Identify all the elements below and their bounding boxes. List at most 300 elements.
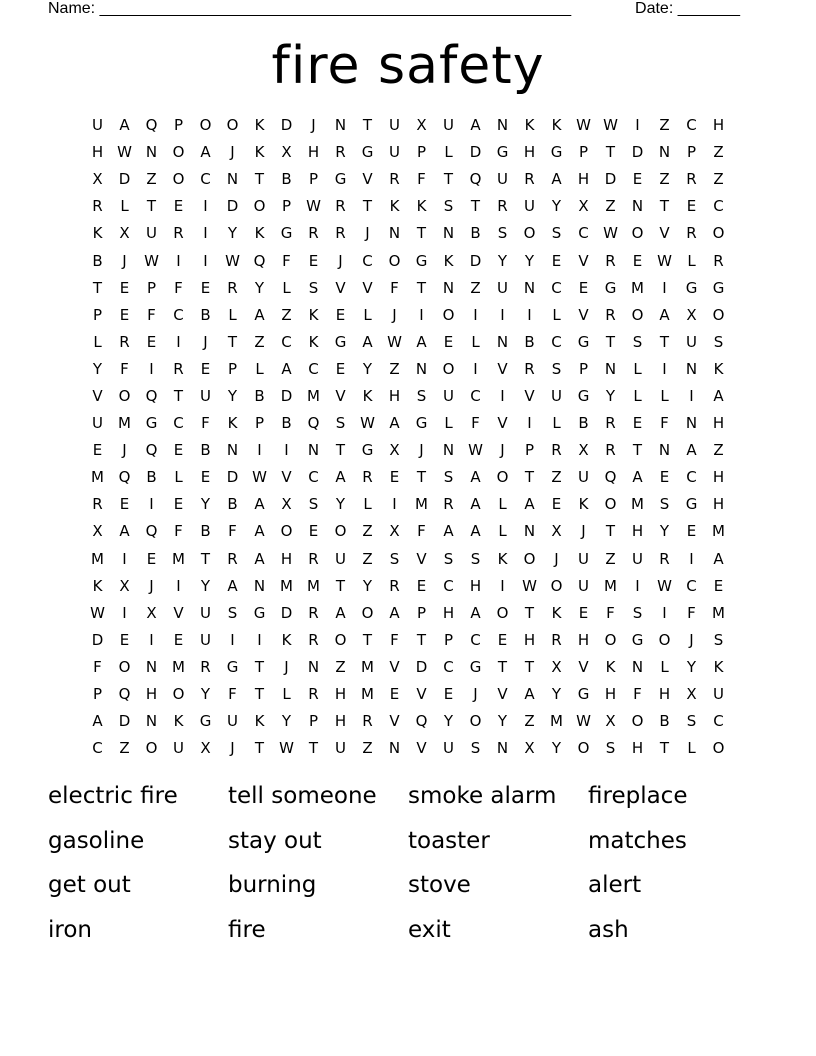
grid-letter[interactable]: E bbox=[200, 359, 211, 378]
grid-letter[interactable]: J bbox=[122, 251, 127, 270]
grid-letter[interactable]: B bbox=[281, 414, 292, 433]
grid-letter[interactable]: E bbox=[308, 251, 319, 270]
grid-letter[interactable]: B bbox=[281, 170, 292, 189]
grid-letter[interactable]: S bbox=[389, 549, 400, 568]
grid-letter[interactable]: O bbox=[226, 116, 239, 135]
grid-letter[interactable]: R bbox=[605, 305, 616, 324]
grid-letter[interactable]: L bbox=[660, 657, 669, 676]
grid-letter[interactable]: T bbox=[227, 332, 238, 351]
grid-letter[interactable]: Q bbox=[469, 170, 482, 189]
grid-letter[interactable]: G bbox=[577, 685, 590, 704]
grid-letter[interactable]: W bbox=[468, 441, 483, 460]
grid-letter[interactable]: A bbox=[254, 305, 265, 324]
grid-letter[interactable]: I bbox=[176, 332, 181, 351]
grid-letter[interactable]: A bbox=[443, 522, 454, 541]
grid-letter[interactable]: N bbox=[307, 657, 320, 676]
grid-letter[interactable]: A bbox=[200, 143, 211, 162]
grid-letter[interactable]: M bbox=[712, 603, 725, 622]
grid-letter[interactable]: V bbox=[524, 386, 535, 405]
grid-letter[interactable]: K bbox=[578, 495, 589, 514]
grid-letter[interactable]: Q bbox=[118, 685, 131, 704]
grid-letter[interactable]: Q bbox=[145, 441, 158, 460]
grid-letter[interactable]: L bbox=[687, 739, 696, 758]
grid-letter[interactable]: G bbox=[199, 712, 212, 731]
grid-letter[interactable]: J bbox=[581, 522, 586, 541]
grid-letter[interactable]: W bbox=[387, 332, 402, 351]
grid-letter[interactable]: R bbox=[443, 495, 454, 514]
grid-letter[interactable]: O bbox=[712, 739, 725, 758]
grid-letter[interactable]: H bbox=[469, 576, 482, 595]
grid-letter[interactable]: T bbox=[605, 143, 616, 162]
grid-letter[interactable]: E bbox=[632, 251, 643, 270]
grid-letter[interactable]: M bbox=[307, 576, 320, 595]
grid-letter[interactable]: I bbox=[635, 116, 640, 135]
grid-letter[interactable]: O bbox=[253, 197, 266, 216]
grid-letter[interactable]: T bbox=[605, 522, 616, 541]
grid-letter[interactable]: M bbox=[631, 278, 644, 297]
grid-letter[interactable]: M bbox=[361, 657, 374, 676]
grid-letter[interactable]: U bbox=[578, 576, 589, 595]
grid-letter[interactable]: D bbox=[469, 251, 482, 270]
grid-letter[interactable]: R bbox=[524, 359, 535, 378]
grid-letter[interactable]: O bbox=[523, 549, 536, 568]
grid-letter[interactable]: M bbox=[118, 414, 131, 433]
grid-letter[interactable]: E bbox=[632, 414, 643, 433]
grid-letter[interactable]: V bbox=[659, 224, 670, 243]
grid-letter[interactable]: I bbox=[500, 305, 505, 324]
grid-letter[interactable]: W bbox=[603, 116, 618, 135]
grid-letter[interactable]: Y bbox=[551, 739, 562, 758]
grid-letter[interactable]: E bbox=[713, 576, 724, 595]
grid-letter[interactable]: F bbox=[147, 305, 156, 324]
grid-letter[interactable]: O bbox=[442, 305, 455, 324]
grid-letter[interactable]: K bbox=[254, 116, 265, 135]
grid-letter[interactable]: S bbox=[470, 549, 481, 568]
grid-letter[interactable]: E bbox=[92, 441, 103, 460]
grid-letter[interactable]: V bbox=[362, 170, 373, 189]
grid-letter[interactable]: E bbox=[146, 332, 157, 351]
grid-letter[interactable]: T bbox=[254, 685, 265, 704]
grid-letter[interactable]: A bbox=[92, 712, 103, 731]
grid-letter[interactable]: D bbox=[118, 170, 131, 189]
grid-letter[interactable]: R bbox=[389, 576, 400, 595]
grid-letter[interactable]: N bbox=[685, 359, 698, 378]
grid-letter[interactable]: H bbox=[334, 712, 347, 731]
grid-letter[interactable]: O bbox=[469, 712, 482, 731]
grid-letter[interactable]: P bbox=[281, 197, 292, 216]
grid-letter[interactable]: R bbox=[524, 170, 535, 189]
grid-letter[interactable]: Y bbox=[200, 576, 211, 595]
grid-letter[interactable]: O bbox=[172, 143, 185, 162]
grid-letter[interactable]: P bbox=[308, 712, 319, 731]
grid-letter[interactable]: F bbox=[633, 685, 642, 704]
grid-letter[interactable]: R bbox=[362, 468, 373, 487]
grid-letter[interactable]: V bbox=[578, 657, 589, 676]
grid-letter[interactable]: S bbox=[497, 224, 508, 243]
grid-letter[interactable]: F bbox=[174, 278, 183, 297]
grid-letter[interactable]: D bbox=[415, 657, 428, 676]
grid-letter[interactable]: I bbox=[257, 630, 262, 649]
grid-letter[interactable]: G bbox=[253, 603, 266, 622]
grid-letter[interactable]: S bbox=[632, 603, 643, 622]
grid-letter[interactable]: A bbox=[470, 495, 481, 514]
grid-letter[interactable]: X bbox=[119, 224, 130, 243]
grid-letter[interactable]: R bbox=[605, 251, 616, 270]
grid-letter[interactable]: I bbox=[176, 251, 181, 270]
grid-letter[interactable]: U bbox=[443, 739, 454, 758]
grid-letter[interactable]: J bbox=[338, 251, 343, 270]
grid-letter[interactable]: F bbox=[390, 630, 399, 649]
grid-letter[interactable]: P bbox=[308, 170, 319, 189]
grid-letter[interactable]: O bbox=[496, 468, 509, 487]
grid-letter[interactable]: D bbox=[280, 116, 293, 135]
grid-letter[interactable]: P bbox=[92, 685, 103, 704]
grid-letter[interactable]: G bbox=[712, 278, 725, 297]
grid-letter[interactable]: U bbox=[200, 630, 211, 649]
grid-letter[interactable]: K bbox=[524, 116, 535, 135]
grid-letter[interactable]: T bbox=[524, 657, 535, 676]
grid-letter[interactable]: U bbox=[335, 549, 346, 568]
grid-letter[interactable]: K bbox=[254, 712, 265, 731]
grid-letter[interactable]: W bbox=[603, 224, 618, 243]
grid-letter[interactable]: O bbox=[712, 224, 725, 243]
grid-letter[interactable]: U bbox=[551, 386, 562, 405]
grid-letter[interactable]: M bbox=[415, 495, 428, 514]
grid-letter[interactable]: G bbox=[361, 143, 374, 162]
grid-letter[interactable]: I bbox=[203, 197, 208, 216]
grid-letter[interactable]: Z bbox=[551, 468, 562, 487]
grid-letter[interactable]: M bbox=[172, 657, 185, 676]
grid-letter[interactable]: E bbox=[443, 685, 454, 704]
grid-letter[interactable]: Z bbox=[659, 170, 670, 189]
grid-letter[interactable]: E bbox=[146, 549, 157, 568]
grid-letter[interactable]: J bbox=[230, 143, 235, 162]
grid-letter[interactable]: T bbox=[443, 170, 454, 189]
grid-letter[interactable]: A bbox=[281, 359, 292, 378]
grid-letter[interactable]: G bbox=[631, 630, 644, 649]
grid-letter[interactable]: U bbox=[200, 386, 211, 405]
grid-letter[interactable]: N bbox=[307, 441, 320, 460]
grid-letter[interactable]: U bbox=[92, 116, 103, 135]
grid-letter[interactable]: P bbox=[524, 441, 535, 460]
grid-letter[interactable]: O bbox=[496, 603, 509, 622]
grid-letter[interactable]: Q bbox=[145, 522, 158, 541]
grid-letter[interactable]: H bbox=[388, 386, 401, 405]
grid-letter[interactable]: R bbox=[200, 657, 211, 676]
grid-letter[interactable]: G bbox=[334, 170, 347, 189]
grid-letter[interactable]: C bbox=[686, 116, 697, 135]
grid-letter[interactable]: C bbox=[200, 170, 211, 189]
grid-letter[interactable]: O bbox=[604, 630, 617, 649]
grid-letter[interactable]: Z bbox=[659, 116, 670, 135]
grid-letter[interactable]: J bbox=[122, 441, 127, 460]
grid-letter[interactable]: Z bbox=[524, 712, 535, 731]
grid-letter[interactable]: I bbox=[662, 603, 667, 622]
grid-letter[interactable]: C bbox=[470, 386, 481, 405]
grid-letter[interactable]: K bbox=[551, 116, 562, 135]
grid-letter[interactable]: I bbox=[662, 278, 667, 297]
grid-letter[interactable]: T bbox=[632, 441, 643, 460]
grid-letter[interactable]: T bbox=[254, 657, 265, 676]
grid-letter[interactable]: V bbox=[416, 549, 427, 568]
grid-letter[interactable]: N bbox=[631, 657, 644, 676]
grid-letter[interactable]: T bbox=[416, 630, 427, 649]
grid-letter[interactable]: A bbox=[335, 468, 346, 487]
grid-letter[interactable]: S bbox=[686, 712, 697, 731]
grid-letter[interactable]: J bbox=[284, 657, 289, 676]
grid-letter[interactable]: F bbox=[417, 522, 426, 541]
grid-letter[interactable]: A bbox=[470, 603, 481, 622]
grid-letter[interactable]: K bbox=[497, 549, 508, 568]
grid-letter[interactable]: L bbox=[633, 359, 642, 378]
grid-letter[interactable]: C bbox=[173, 305, 184, 324]
grid-letter[interactable]: R bbox=[92, 495, 103, 514]
grid-letter[interactable]: O bbox=[577, 739, 590, 758]
grid-letter[interactable]: T bbox=[524, 603, 535, 622]
grid-letter[interactable]: I bbox=[392, 495, 397, 514]
grid-letter[interactable]: O bbox=[118, 386, 131, 405]
grid-letter[interactable]: A bbox=[119, 116, 130, 135]
grid-letter[interactable]: W bbox=[657, 576, 672, 595]
grid-letter[interactable]: N bbox=[253, 576, 266, 595]
grid-letter[interactable]: L bbox=[552, 414, 561, 433]
grid-letter[interactable]: Y bbox=[659, 522, 670, 541]
grid-letter[interactable]: H bbox=[523, 630, 536, 649]
grid-letter[interactable]: X bbox=[389, 441, 400, 460]
grid-letter[interactable]: F bbox=[687, 603, 696, 622]
grid-letter[interactable]: S bbox=[551, 224, 562, 243]
grid-letter[interactable]: A bbox=[227, 576, 238, 595]
grid-letter[interactable]: M bbox=[604, 576, 617, 595]
grid-letter[interactable]: A bbox=[119, 522, 130, 541]
grid-letter[interactable]: T bbox=[335, 441, 346, 460]
grid-letter[interactable]: E bbox=[443, 332, 454, 351]
grid-letter[interactable]: X bbox=[92, 522, 103, 541]
grid-letter[interactable]: J bbox=[473, 685, 478, 704]
grid-letter[interactable]: R bbox=[308, 685, 319, 704]
grid-letter[interactable]: A bbox=[254, 549, 265, 568]
grid-letter[interactable]: Q bbox=[604, 468, 617, 487]
grid-letter[interactable]: E bbox=[659, 468, 670, 487]
grid-letter[interactable]: F bbox=[174, 522, 183, 541]
grid-letter[interactable]: U bbox=[92, 414, 103, 433]
grid-letter[interactable]: B bbox=[200, 441, 211, 460]
grid-letter[interactable]: L bbox=[444, 143, 453, 162]
grid-letter[interactable]: T bbox=[254, 739, 265, 758]
grid-letter[interactable]: B bbox=[254, 386, 265, 405]
grid-letter[interactable]: K bbox=[362, 386, 373, 405]
grid-letter[interactable]: T bbox=[497, 657, 508, 676]
grid-letter[interactable]: X bbox=[686, 685, 697, 704]
grid-letter[interactable]: D bbox=[226, 468, 239, 487]
grid-letter[interactable]: Y bbox=[443, 712, 454, 731]
grid-letter[interactable]: R bbox=[551, 441, 562, 460]
grid-letter[interactable]: H bbox=[658, 685, 671, 704]
grid-letter[interactable]: V bbox=[416, 739, 427, 758]
grid-letter[interactable]: U bbox=[389, 116, 400, 135]
grid-letter[interactable]: E bbox=[119, 278, 130, 297]
grid-letter[interactable]: I bbox=[689, 549, 694, 568]
grid-letter[interactable]: N bbox=[523, 278, 536, 297]
grid-letter[interactable]: D bbox=[118, 712, 131, 731]
grid-letter[interactable]: P bbox=[578, 143, 589, 162]
grid-letter[interactable]: B bbox=[92, 251, 103, 270]
grid-letter[interactable]: J bbox=[419, 441, 424, 460]
grid-letter[interactable]: H bbox=[712, 495, 725, 514]
grid-letter[interactable]: V bbox=[281, 468, 292, 487]
grid-letter[interactable]: H bbox=[631, 739, 644, 758]
grid-letter[interactable]: J bbox=[554, 549, 559, 568]
grid-letter[interactable]: Z bbox=[146, 170, 157, 189]
grid-letter[interactable]: A bbox=[713, 386, 724, 405]
grid-letter[interactable]: P bbox=[173, 116, 184, 135]
grid-letter[interactable]: E bbox=[119, 305, 130, 324]
grid-letter[interactable]: D bbox=[91, 630, 104, 649]
grid-letter[interactable]: E bbox=[551, 251, 562, 270]
grid-letter[interactable]: S bbox=[443, 468, 454, 487]
grid-letter[interactable]: C bbox=[713, 197, 724, 216]
grid-letter[interactable]: P bbox=[686, 143, 697, 162]
grid-letter[interactable]: P bbox=[416, 143, 427, 162]
grid-letter[interactable]: A bbox=[470, 468, 481, 487]
grid-letter[interactable]: Q bbox=[145, 386, 158, 405]
grid-letter[interactable]: V bbox=[389, 712, 400, 731]
grid-letter[interactable]: A bbox=[659, 305, 670, 324]
grid-letter[interactable]: M bbox=[631, 495, 644, 514]
grid-letter[interactable]: Y bbox=[551, 197, 562, 216]
grid-letter[interactable]: Z bbox=[470, 278, 481, 297]
grid-letter[interactable]: R bbox=[335, 143, 346, 162]
grid-letter[interactable]: Z bbox=[362, 549, 373, 568]
grid-letter[interactable]: Y bbox=[362, 576, 373, 595]
grid-letter[interactable]: R bbox=[389, 170, 400, 189]
grid-letter[interactable]: R bbox=[362, 712, 373, 731]
grid-letter[interactable]: N bbox=[145, 143, 158, 162]
grid-letter[interactable]: A bbox=[389, 603, 400, 622]
grid-letter[interactable]: A bbox=[551, 170, 562, 189]
grid-letter[interactable]: T bbox=[470, 197, 481, 216]
grid-letter[interactable]: R bbox=[551, 630, 562, 649]
grid-letter[interactable]: Y bbox=[686, 657, 697, 676]
grid-letter[interactable]: Z bbox=[389, 359, 400, 378]
grid-letter[interactable]: G bbox=[145, 414, 158, 433]
grid-letter[interactable]: I bbox=[500, 576, 505, 595]
grid-letter[interactable]: J bbox=[149, 576, 154, 595]
grid-letter[interactable]: B bbox=[470, 224, 481, 243]
grid-letter[interactable]: C bbox=[551, 332, 562, 351]
grid-letter[interactable]: P bbox=[227, 359, 238, 378]
grid-letter[interactable]: K bbox=[308, 332, 319, 351]
grid-letter[interactable]: Y bbox=[200, 495, 211, 514]
grid-letter[interactable]: C bbox=[578, 224, 589, 243]
grid-letter[interactable]: R bbox=[173, 359, 184, 378]
grid-letter[interactable]: R bbox=[308, 630, 319, 649]
grid-letter[interactable]: L bbox=[282, 278, 291, 297]
grid-letter[interactable]: K bbox=[254, 224, 265, 243]
grid-letter[interactable]: S bbox=[470, 739, 481, 758]
grid-letter[interactable]: R bbox=[308, 224, 319, 243]
grid-letter[interactable]: L bbox=[93, 332, 102, 351]
grid-letter[interactable]: B bbox=[578, 414, 589, 433]
grid-letter[interactable]: G bbox=[334, 332, 347, 351]
grid-letter[interactable]: R bbox=[119, 332, 130, 351]
grid-letter[interactable]: V bbox=[173, 603, 184, 622]
grid-letter[interactable]: W bbox=[225, 251, 240, 270]
grid-letter[interactable]: O bbox=[172, 170, 185, 189]
grid-letter[interactable]: W bbox=[657, 251, 672, 270]
grid-letter[interactable]: L bbox=[633, 386, 642, 405]
grid-letter[interactable]: H bbox=[334, 685, 347, 704]
grid-letter[interactable]: N bbox=[496, 739, 509, 758]
grid-letter[interactable]: C bbox=[686, 576, 697, 595]
grid-letter[interactable]: W bbox=[306, 197, 321, 216]
grid-letter[interactable]: O bbox=[523, 224, 536, 243]
grid-letter[interactable]: J bbox=[689, 630, 694, 649]
grid-letter[interactable]: L bbox=[363, 495, 372, 514]
grid-letter[interactable]: U bbox=[173, 739, 184, 758]
grid-letter[interactable]: V bbox=[416, 685, 427, 704]
grid-letter[interactable]: W bbox=[117, 143, 132, 162]
grid-letter[interactable]: O bbox=[550, 576, 563, 595]
grid-letter[interactable]: S bbox=[632, 332, 643, 351]
grid-letter[interactable]: Y bbox=[227, 386, 238, 405]
grid-letter[interactable]: S bbox=[551, 359, 562, 378]
grid-letter[interactable]: Z bbox=[335, 657, 346, 676]
grid-letter[interactable]: Y bbox=[551, 685, 562, 704]
grid-letter[interactable]: G bbox=[280, 224, 293, 243]
grid-letter[interactable]: X bbox=[578, 197, 589, 216]
grid-letter[interactable]: G bbox=[361, 441, 374, 460]
grid-letter[interactable]: A bbox=[416, 332, 427, 351]
grid-letter[interactable]: U bbox=[227, 712, 238, 731]
grid-letter[interactable]: C bbox=[308, 359, 319, 378]
name-field-label[interactable]: Name: _____________________________________________________ bbox=[48, 0, 572, 17]
grid-letter[interactable]: Q bbox=[253, 251, 266, 270]
grid-letter[interactable]: U bbox=[713, 685, 724, 704]
grid-letter[interactable]: W bbox=[576, 712, 591, 731]
grid-letter[interactable]: S bbox=[227, 603, 238, 622]
grid-letter[interactable]: Y bbox=[497, 251, 508, 270]
grid-letter[interactable]: N bbox=[145, 657, 158, 676]
grid-letter[interactable]: L bbox=[174, 468, 183, 487]
grid-letter[interactable]: O bbox=[145, 739, 158, 758]
grid-letter[interactable]: A bbox=[524, 685, 535, 704]
grid-letter[interactable]: E bbox=[389, 685, 400, 704]
grid-letter[interactable]: M bbox=[550, 712, 563, 731]
grid-letter[interactable]: D bbox=[604, 170, 617, 189]
grid-letter[interactable]: X bbox=[524, 739, 535, 758]
grid-letter[interactable]: R bbox=[605, 414, 616, 433]
grid-letter[interactable]: U bbox=[497, 170, 508, 189]
grid-letter[interactable]: A bbox=[686, 441, 697, 460]
grid-letter[interactable]: S bbox=[335, 414, 346, 433]
grid-letter[interactable]: W bbox=[252, 468, 267, 487]
grid-letter[interactable]: T bbox=[659, 739, 670, 758]
grid-letter[interactable]: C bbox=[551, 278, 562, 297]
grid-letter[interactable]: V bbox=[335, 386, 346, 405]
grid-letter[interactable]: I bbox=[203, 251, 208, 270]
grid-letter[interactable]: G bbox=[469, 657, 482, 676]
grid-letter[interactable]: C bbox=[443, 657, 454, 676]
grid-letter[interactable]: T bbox=[92, 278, 103, 297]
grid-letter[interactable]: T bbox=[605, 332, 616, 351]
grid-letter[interactable]: J bbox=[500, 441, 505, 460]
grid-letter[interactable]: Y bbox=[200, 685, 211, 704]
grid-letter[interactable]: T bbox=[362, 197, 373, 216]
grid-letter[interactable]: X bbox=[200, 739, 211, 758]
grid-letter[interactable]: Z bbox=[254, 332, 265, 351]
grid-letter[interactable]: N bbox=[226, 441, 239, 460]
